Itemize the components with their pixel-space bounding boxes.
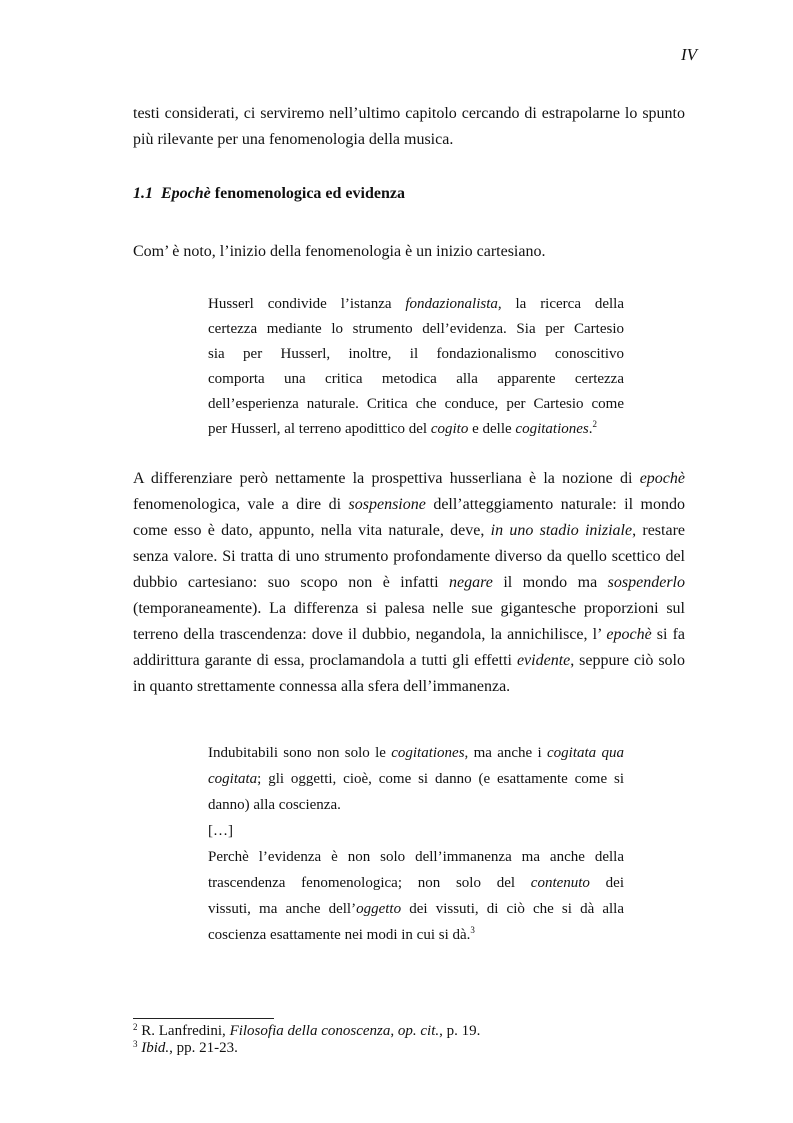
quote-line: certezza mediante lo strumento dell’evidenza. Sia per Cartesio bbox=[208, 321, 624, 337]
intro-paragraph bbox=[133, 101, 685, 153]
quote-line: per Husserl, al terreno apodittico del cogito e delle cogitationes.$^2$ bbox=[208, 419, 597, 437]
paragraph-line: dubbio cartesiano: suo scopo non è infatti negare il mondo ma sospenderlo bbox=[133, 574, 685, 591]
quote-line: sia per Husserl, inoltre, il fondazionalismo conoscitivo bbox=[208, 346, 624, 362]
footnote-ref[interactable]: 3 bbox=[470, 925, 475, 935]
intro-line: testi considerati, ci serviremo nell’ultimo capitolo cercando di estrapolarne lo spunto bbox=[133, 105, 685, 122]
quote-line: trascendenza fenomenologica; non solo del contenuto dei bbox=[208, 875, 625, 891]
paragraph-1 bbox=[133, 239, 685, 265]
paragraph-line: fenomenologica, vale a dire di sospensione dell’atteggiamento naturale: il mondo bbox=[133, 496, 685, 513]
paragraph-line: addirittura garante di essa, proclamandola a tutti gli effetti evidente, seppure ciò solo bbox=[133, 652, 685, 669]
quote-line: comporta una critica metodica alla apparente certezza bbox=[208, 371, 624, 387]
block-quote-2 bbox=[208, 740, 624, 948]
paragraph-line: senza valore. Si tratta di uno strumento profondamente diverso da quello scettico del bbox=[133, 548, 685, 565]
paragraph-line: (temporaneamente). La differenza si palesa nelle sue gigantesche proporzioni sul bbox=[133, 600, 685, 617]
paragraph-line: in quanto strettamente connessa alla sfera dell’immanenza. bbox=[133, 678, 511, 695]
quote-line: cogitata; gli oggetti, cioè, come si danno (e esattamente come si bbox=[208, 771, 624, 787]
footnote-2: $^2$ R. Lanfredini, Filosofia della conoscenza, op. cit., p. 19. bbox=[133, 1022, 481, 1039]
quote-line: danno) alla coscienza. bbox=[208, 797, 341, 813]
block-quote-1 bbox=[208, 292, 624, 442]
quote-line: Husserl condivide l’istanza fondazionalista, la ricerca della bbox=[208, 296, 624, 312]
paragraph-2 bbox=[133, 466, 685, 700]
footnote-divider bbox=[133, 1018, 274, 1019]
section-heading bbox=[133, 185, 405, 203]
section-heading-text: fenomenologica ed evidenza bbox=[214, 185, 405, 202]
section-heading-italic: Epochè bbox=[161, 185, 211, 202]
paragraph-line: Com’ è noto, l’inizio della fenomenologia è un inizio cartesiano. bbox=[133, 243, 546, 260]
section-number: 1.1 bbox=[133, 185, 153, 202]
quote-line: vissuti, ma anche dell’oggetto dei vissuti, di ciò che si dà alla bbox=[208, 901, 625, 917]
intro-line: più rilevante per una fenomenologia della musica. bbox=[133, 131, 454, 148]
ellipsis: […] bbox=[208, 823, 233, 839]
quote-line: dell’esperienza naturale. Critica che conduce, per Cartesio come bbox=[208, 396, 624, 412]
paragraph-line: A differenziare però nettamente la prospettiva husserliana è la nozione di epochè bbox=[133, 470, 685, 487]
quote-line: coscienza esattamente nei modi in cui si dà.$^3$ bbox=[208, 925, 475, 943]
page-number: IV bbox=[680, 45, 697, 64]
quote-line: Indubitabili sono non solo le cogitationes, ma anche i cogitata qua bbox=[208, 745, 624, 761]
footnote-3: $^3$ Ibid., pp. 21-23. bbox=[133, 1039, 238, 1056]
paragraph-line: come esso è dato, appunto, nella vita naturale, deve, in uno stadio iniziale, restare bbox=[133, 522, 686, 539]
footnote-ref[interactable]: 2 bbox=[592, 419, 597, 429]
quote-line: Perchè l’evidenza è non solo dell’immanenza ma anche della bbox=[208, 849, 624, 865]
paragraph-line: terreno della trascendenza: dove il dubbio, negandola, la annichilisce, l’ epochè si fa bbox=[133, 626, 686, 643]
